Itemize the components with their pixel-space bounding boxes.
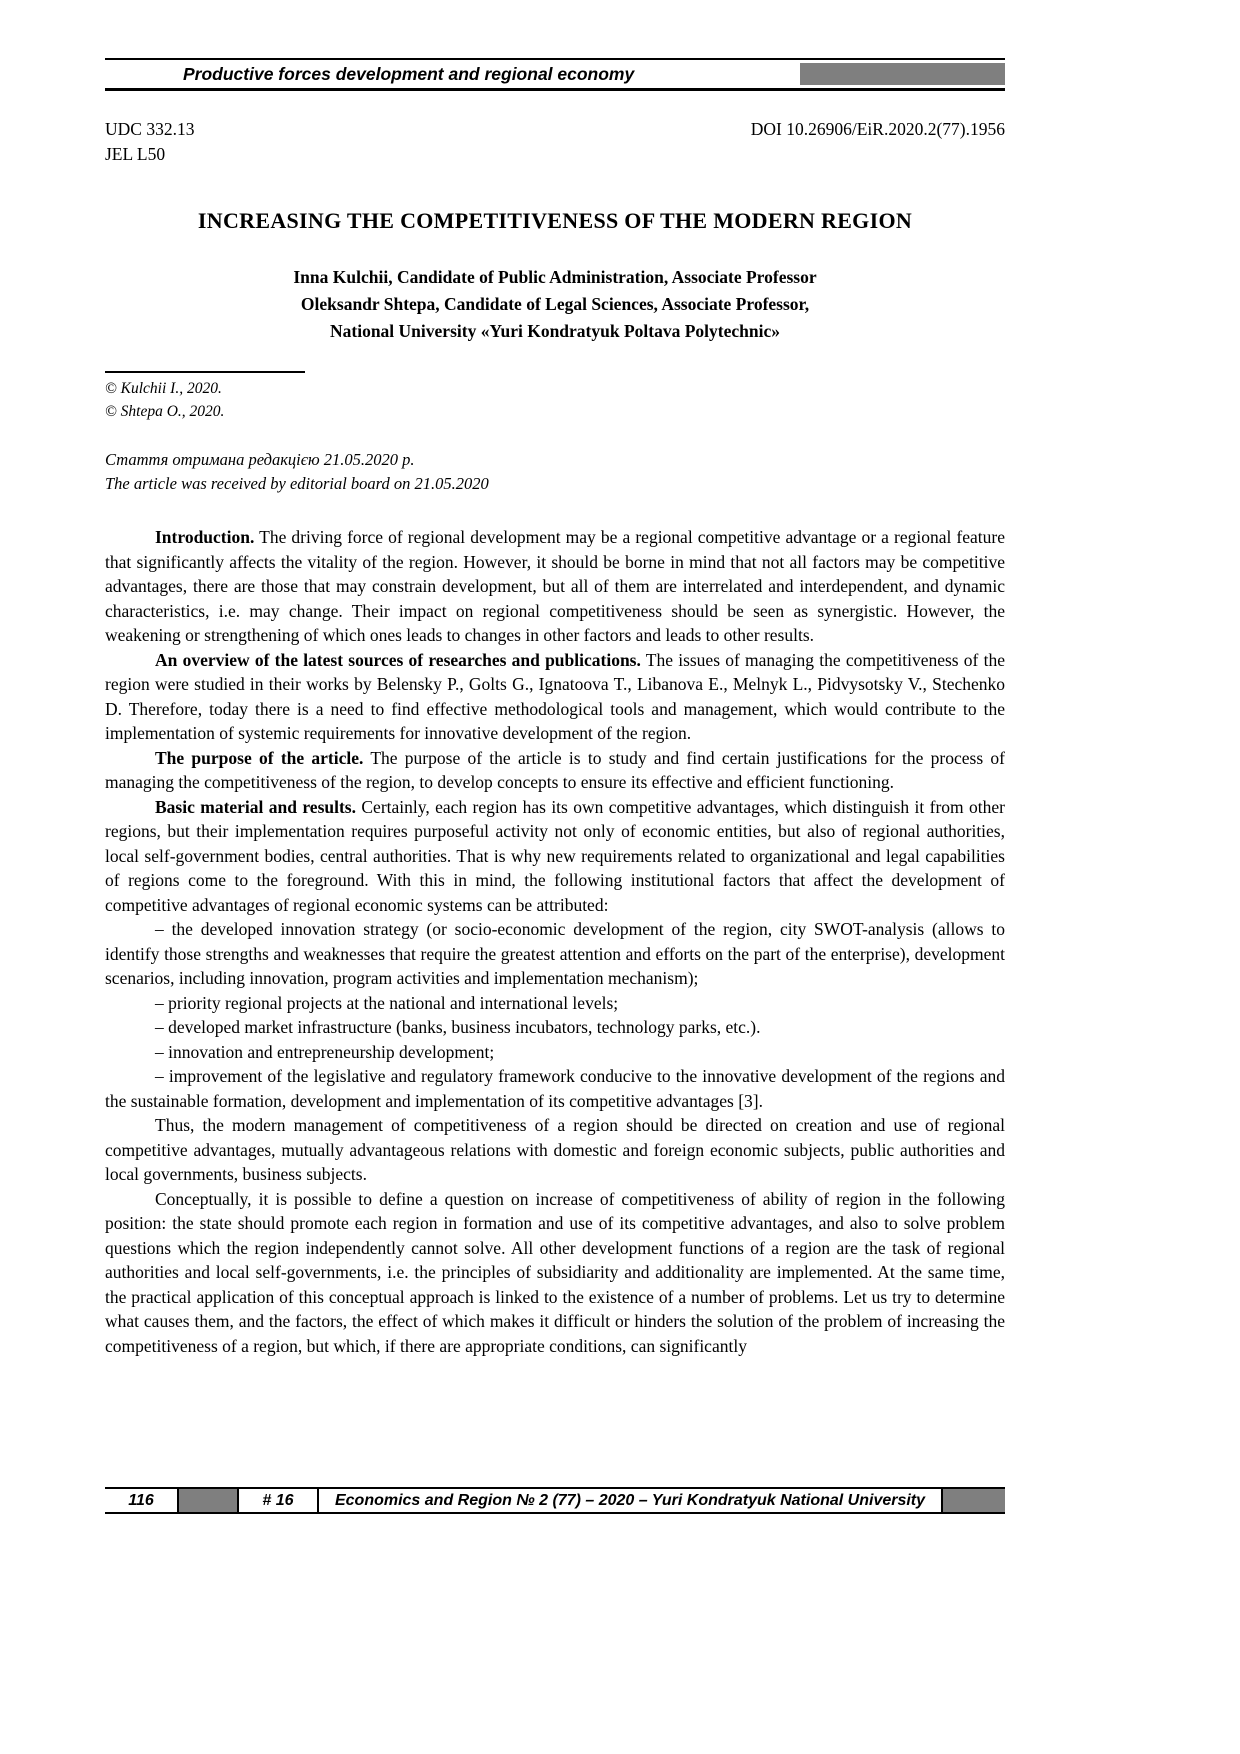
copyright-line: © Shtepa O., 2020.	[105, 403, 225, 421]
paragraph-text: – priority regional projects at the national and international levels;	[155, 992, 619, 1013]
list-item	[105, 991, 1005, 1016]
running-head: Productive forces development and regional economy	[183, 63, 635, 84]
paragraph	[105, 795, 1005, 918]
paragraph-text: The purpose of the article is to study and find certain justifications for the process of managing the competitiveness of the region, to develop concepts to ensure its effective and efficient functioning.	[105, 747, 1006, 793]
article-meta	[105, 117, 1005, 168]
received-block	[105, 448, 1005, 498]
section-lead: Basic material and results.	[155, 796, 356, 817]
footnote-rule	[105, 371, 305, 373]
footer-journal-title: Economics and Region № 2 (77) – 2020 – Yuri Kondratyuk National University	[319, 1489, 943, 1512]
paragraph-text: – developed market infrastructure (banks, business incubators, technology parks, etc.).	[155, 1017, 761, 1038]
list-item	[105, 1015, 1005, 1040]
paragraph-text: Thus, the modern management of competitiveness of a region should be directed on creation and use of regional competitive advantages, mutually advantageous relations with domestic and foreign economic subjects, public authorities and local governments, business subjects.	[105, 1115, 1005, 1185]
meta-doi: DOI 10.26906/EiR.2020.2(77).1956	[750, 119, 1005, 139]
list-item	[105, 1040, 1005, 1065]
meta-jel: JEL L50	[105, 144, 166, 165]
meta-udc: UDC 332.13	[105, 119, 195, 139]
paragraph-text: – improvement of the legislative and regulatory framework conducive to the innovative development of the regions and the sustainable formation, development and implementation of its competitive advantages [3].	[105, 1066, 1005, 1111]
paragraph-text: – innovation and entrepreneurship development;	[155, 1041, 495, 1062]
paragraph-text: Conceptually, it is possible to define a question on increase of competitiveness of ability of region in the following position: the state should promote each region in formation and use of its competitive advantages, and also to solve problem questions which the region independently cannot solve. All other development functions of a region are the task of regional authorities and local self-governments, i.e. the principles of subsidiarity and additionality are implemented. At the same time, the practical application of this conceptual approach is linked to the existence of a number of problems. Let us try to determine what causes them, and the factors, the effect of which makes it difficult or hinders the solution of the problem of increasing the competitiveness of a region, but which, if there are appropriate conditions, can significantly	[105, 1188, 1005, 1356]
section-lead: The purpose of the article.	[155, 747, 364, 768]
page-footer	[105, 1487, 1005, 1514]
paragraph	[105, 746, 1005, 795]
received-uk: Стаття отримана редакцією 21.05.2020 р.	[105, 449, 415, 469]
article-body	[105, 525, 1005, 1358]
section-lead: Introduction.	[155, 527, 255, 548]
paragraph-text: Certainly, each region has its own competitive advantages, which distinguish it from other regions, but their implementation requires purposeful activity not only of economic entities, but also of regional authorities, local self-government bodies, central authorities. That is why new requirements related to organizational and legal capabilities of regions come to the foreground. With this in mind, the following institutional factors that affect the development of competitive advantages of regional economic systems can be attributed:	[105, 796, 1005, 915]
author-line: Oleksandr Shtepa, Candidate of Legal Sciences, Associate Professor,	[300, 293, 810, 314]
footer-page-number: 116	[105, 1489, 179, 1512]
page-header	[105, 58, 1005, 91]
header-gray-bar	[800, 63, 1005, 85]
paragraph-text: The driving force of regional development may be a regional competitive advantage or a regional feature that significantly affects the vitality of the region. However, it should be borne in mind that not all factors may be competitive advantages, there are those that may constrain development, but all of them are interrelated and interdependent, and dynamic characteristics, i.e. may change. Their impact on regional competitiveness should be seen as synergistic. However, the weakening or strengthening of which ones leads to changes in other factors and leads to other results.	[105, 527, 1006, 646]
paragraph	[105, 1187, 1005, 1359]
paragraph-text: The issues of managing the competitiveness of the region were studied in their works by Belensky P., Golts G., Ignatoova T., Libanova E., Melnyk L., Pidvysotsky V., Stechenko D. Therefore, today there is a need to find effective methodological tools and management, which would contribute to the implementation of systemic requirements for innovative development of the region.	[105, 649, 1005, 744]
copyright-block	[105, 377, 1005, 424]
author-line: Inna Kulchii, Candidate of Public Administration, Associate Professor	[293, 266, 817, 287]
author-line: National University «Yuri Kondratyuk Poltava Polytechnic»	[330, 321, 780, 341]
footer-issue-mark: # 16	[237, 1489, 319, 1512]
received-en: The article was received by editorial board on 21.05.2020	[105, 474, 489, 494]
footer-gray-bar-right	[943, 1489, 1005, 1512]
paragraph	[105, 525, 1005, 648]
copyright-line: © Kulchii I., 2020.	[105, 380, 222, 398]
section-lead: An overview of the latest sources of researches and publications.	[155, 649, 641, 670]
list-item	[105, 917, 1005, 991]
authors-block	[105, 264, 1005, 345]
paragraph	[105, 648, 1005, 746]
article-title: INCREASING THE COMPETITIVENESS OF THE MODERN REGION	[197, 207, 913, 233]
page-content	[105, 0, 1005, 1358]
paragraph-text: – the developed innovation strategy (or socio-economic development of the region, city SWOT-analysis (allows to identify those strengths and weaknesses that require the greatest attention and efforts on the part of the enterprise), development scenarios, including innovation, program activities and implementation mechanism);	[105, 919, 1005, 989]
paragraph	[105, 1113, 1005, 1187]
footer-gray-bar-left	[179, 1489, 237, 1512]
list-item	[105, 1064, 1005, 1113]
